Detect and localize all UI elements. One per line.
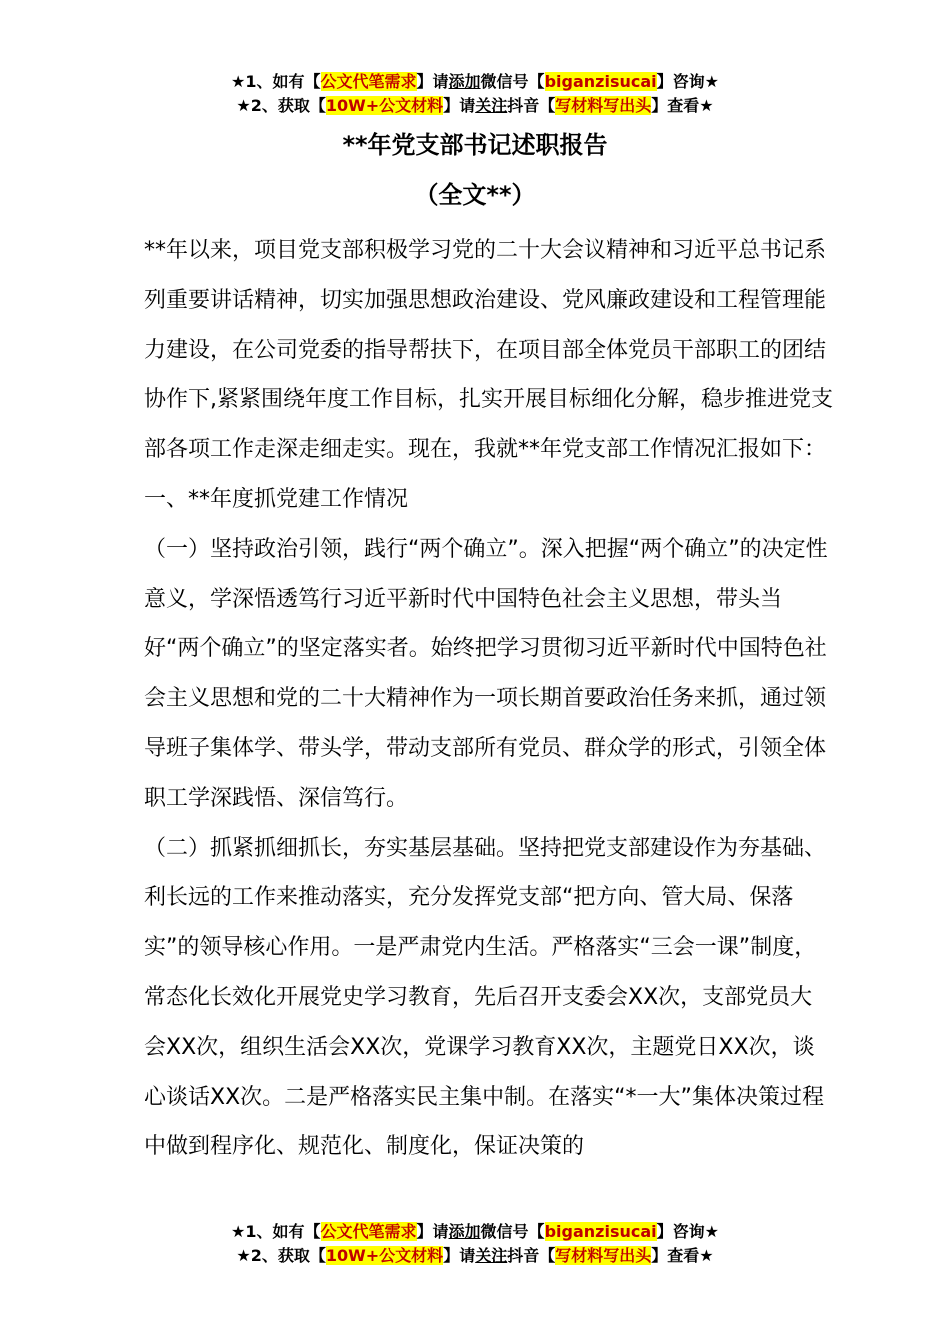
- banner-underlined: 关注: [475, 96, 508, 115]
- banner-text: ★1、如有【: [231, 72, 321, 91]
- banner-text: ★1、如有【: [231, 1222, 321, 1241]
- document-subtitle: （全文**）: [414, 181, 536, 209]
- banner-text: 抖音【: [507, 1246, 556, 1265]
- banner-text: 】咨询★: [656, 1222, 719, 1241]
- banner-text: 】咨询★: [656, 72, 719, 91]
- section-heading: 一、**年度抓党建工作情况: [144, 486, 409, 512]
- banner-line-1: [0, 1220, 950, 1244]
- banner-line-2: [0, 1244, 950, 1268]
- banner-text: 抖音【: [507, 96, 556, 115]
- header-banner: [0, 70, 950, 118]
- banner-highlight: biganzisucai: [544, 1222, 657, 1241]
- banner-highlight: 公文代笔需求: [320, 1222, 417, 1241]
- banner-text: 】请: [443, 96, 476, 115]
- banner-text: ★2、获取【: [236, 96, 326, 115]
- banner-text: 】请: [443, 1246, 476, 1265]
- banner-text: 微信号【: [480, 1222, 545, 1241]
- banner-text: ★2、获取【: [236, 1246, 326, 1265]
- banner-text: 】请: [416, 1222, 449, 1241]
- banner-text: 微信号【: [480, 72, 545, 91]
- banner-highlight: 写材料写出头: [555, 1246, 652, 1265]
- banner-highlight: 公文代笔需求: [320, 72, 417, 91]
- banner-text: 】查看★: [651, 1246, 714, 1265]
- banner-text: 】请: [416, 72, 449, 91]
- banner-highlight: 10W+公文材料: [325, 96, 444, 115]
- banner-underlined: 关注: [475, 1246, 508, 1265]
- banner-highlight: 10W+公文材料: [325, 1246, 444, 1265]
- document-title: **年党支部书记述职报告: [342, 131, 608, 159]
- banner-highlight: biganzisucai: [544, 72, 657, 91]
- document-body: [144, 226, 834, 1172]
- banner-underlined: 添加: [448, 1222, 481, 1241]
- banner-text: 】查看★: [651, 96, 714, 115]
- banner-line-1: [0, 70, 950, 94]
- paragraph: （二）抓紧抓细抓长，夯实基层基础。坚持把党支部建设作为夯基础、利长远的工作来推动落实，充分发挥党支部“把方向、管大局、保落实”的领导核心作用。一是严肃党内生活。严格落实“三会一课”制度，常态化长效化开展党史学习教育，先后召开支委会XX次，支部党员大会XX次，组织生活会XX次，党课学习教育XX次，主题党日XX次，谈心谈话XX次。二是严格落实民主集中制。在落实“*一大”集体决策过程中做到程序化、规范化、制度化，保证决策的: [144, 835, 827, 1160]
- paragraph: **年以来，项目党支部积极学习党的二十大会议精神和习近平总书记系列重要讲话精神，切实加强思想政治建设、党风廉政建设和工程管理能力建设，在公司党委的指导帮扶下，在项目部全体党员干部职工的团结协作下,紧紧围绕年度工作目标，扎实开展目标细化分解，稳步推进党支部各项工作走深走细走实。现在，我就**年党支部工作情况汇报如下：: [144, 238, 833, 463]
- banner-line-2: [0, 94, 950, 118]
- footer-banner: [0, 1220, 950, 1268]
- banner-underlined: 添加: [448, 72, 481, 91]
- banner-highlight: 写材料写出头: [555, 96, 652, 115]
- paragraph: （一）坚持政治引领，践行“两个确立”。深入把握“两个确立”的决定性意义，学深悟透笃行习近平新时代中国特色社会主义思想，带头当好“两个确立”的坚定落实者。始终把学习贯彻习近平新时代中国特色社会主义思想和党的二十大精神作为一项长期首要政治任务来抓，通过领导班子集体学、带头学，带动支部所有党员、群众学的形式，引领全体职工学深践悟、深信笃行。: [144, 536, 828, 811]
